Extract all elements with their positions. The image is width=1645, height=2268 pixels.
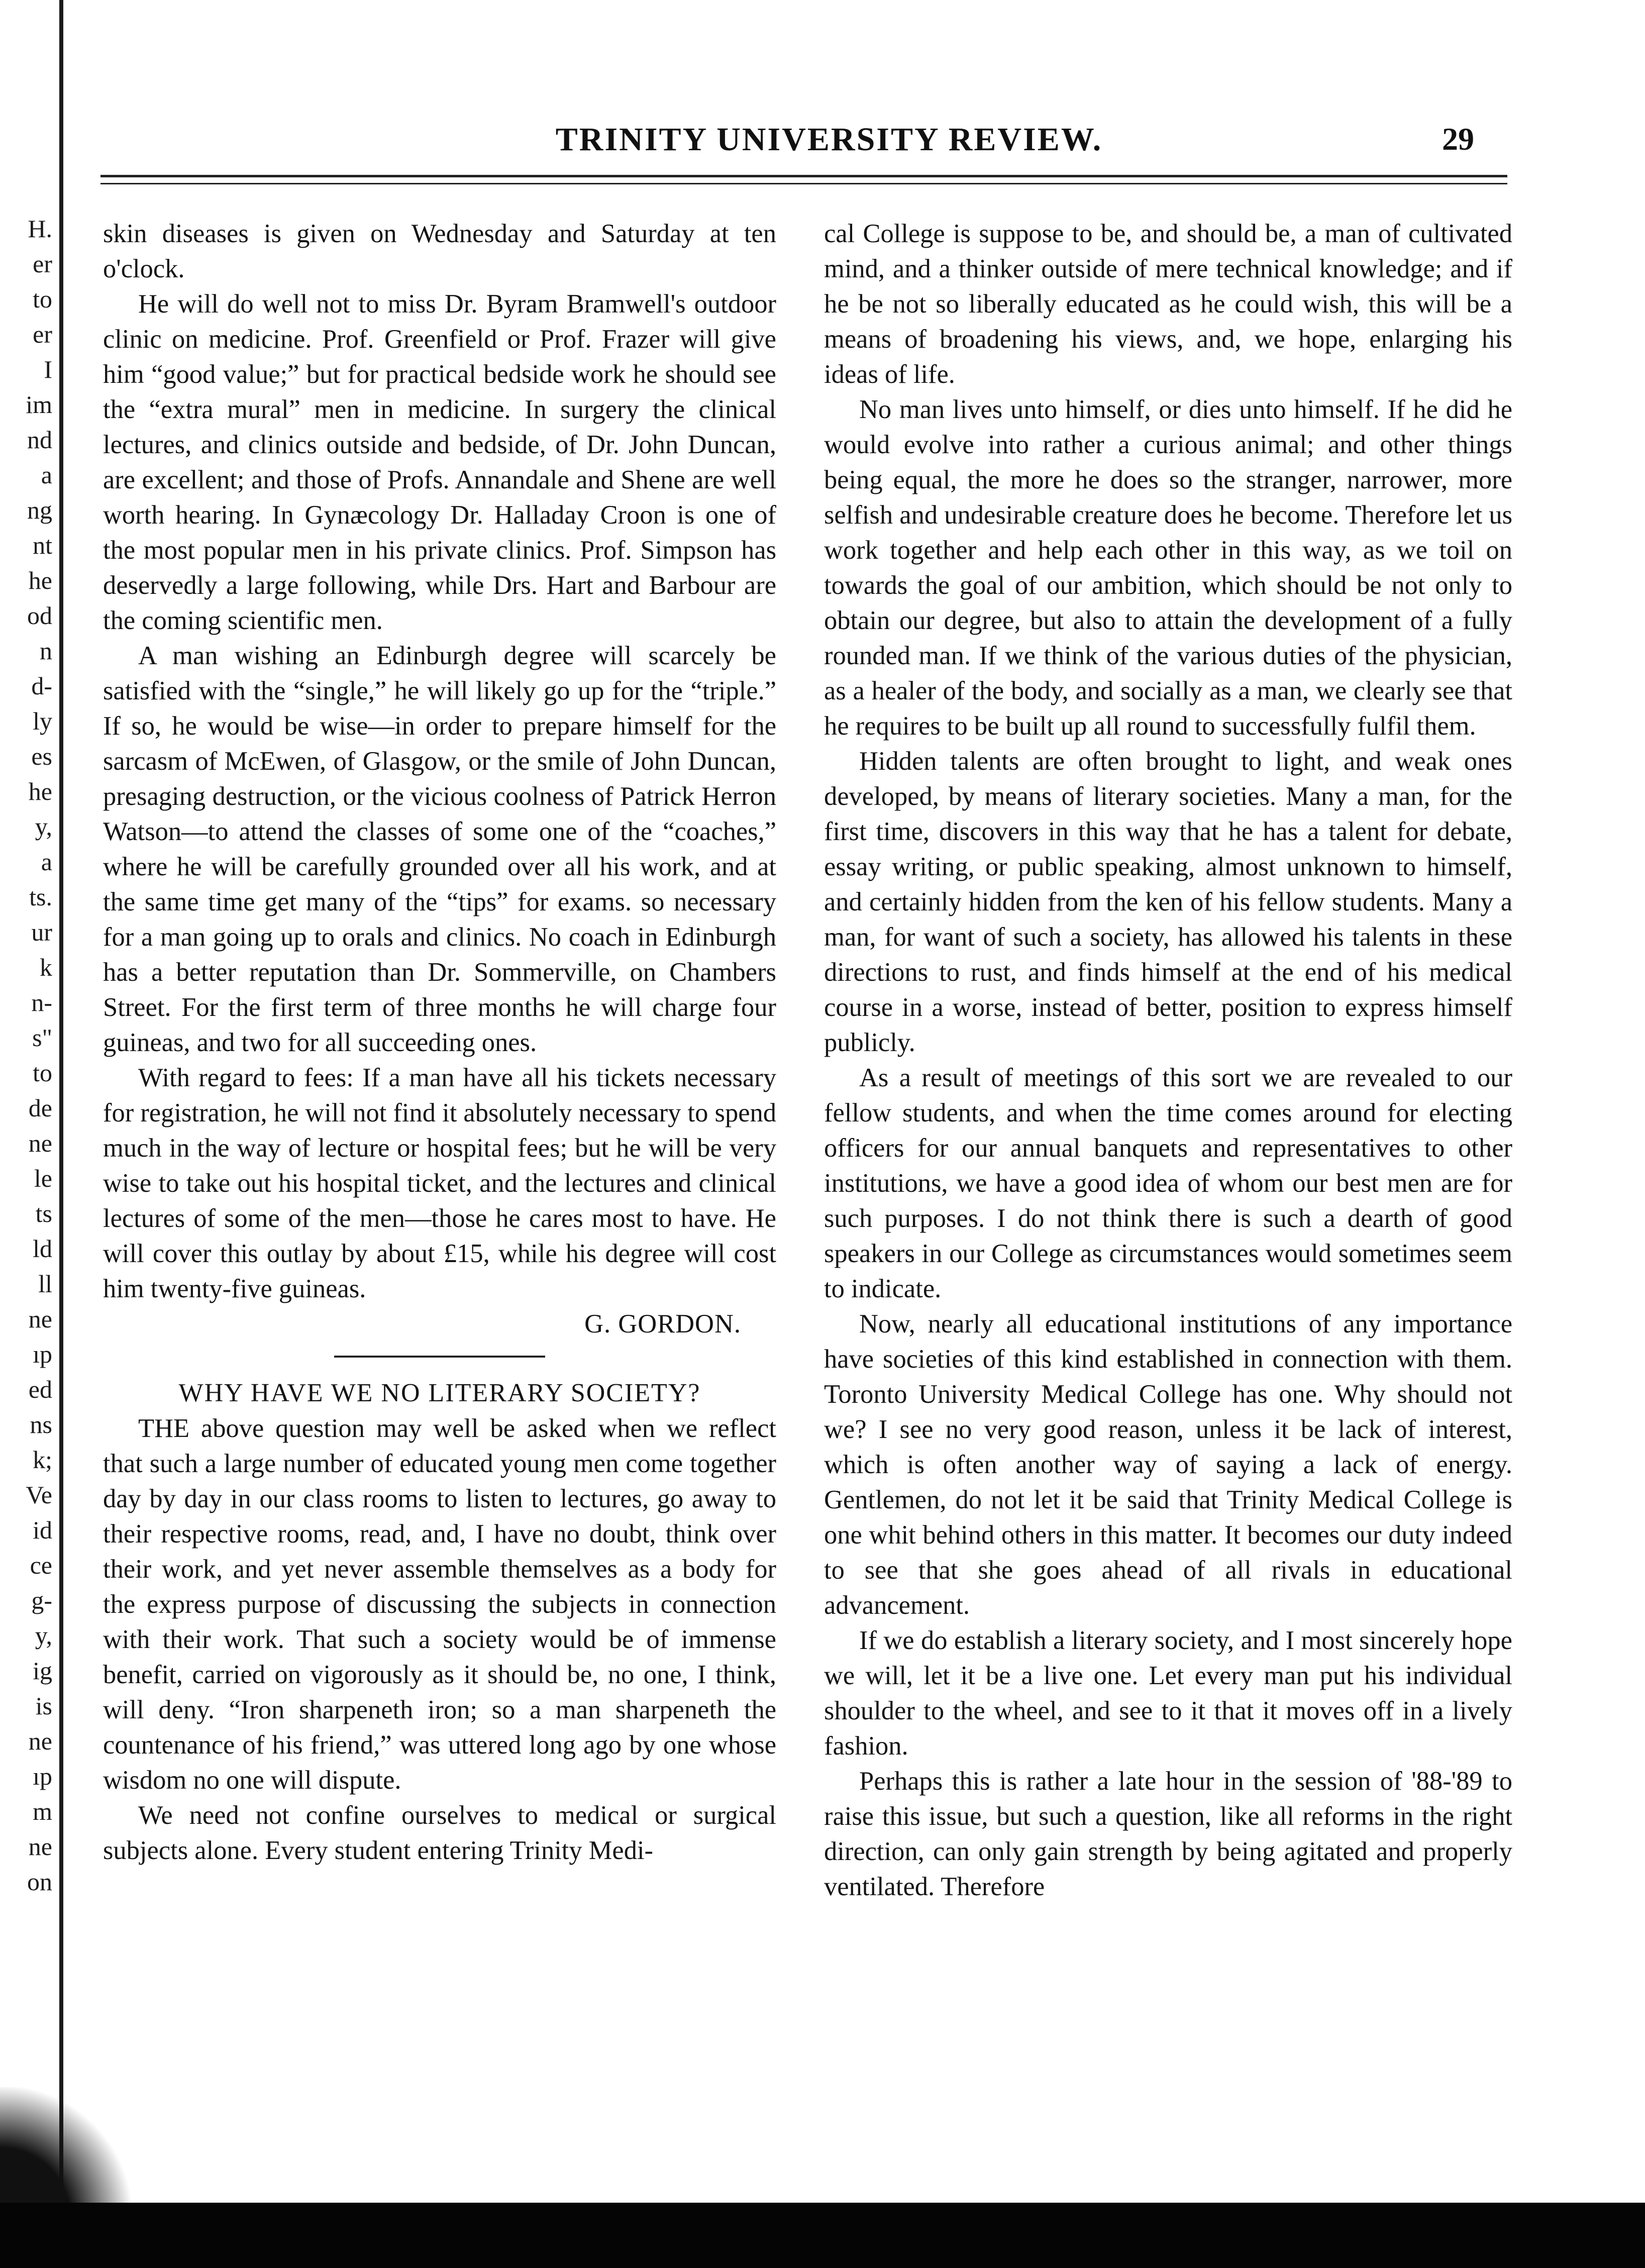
paragraph: Now, nearly all educational institutions of any importance have societies of this kind established in connection with them. Toronto University Medical College has one. Why should not we? I see no very good reason, unless it be lack of interest, which is often another way of saying a lack of energy. Gentlemen, do not let it be said that Trinity Medical College is one whit behind others in this matter. It becomes our duty indeed to see that she goes ahead of all rivals in educational advancement. — [824, 1309, 1512, 1620]
margin-fragment: er — [33, 250, 52, 278]
margin-fragment: ed — [28, 1375, 52, 1403]
paragraph — [103, 1411, 776, 1798]
margin-fragment: ts — [35, 1199, 52, 1227]
adjacent-page-margin — [0, 211, 55, 1899]
margin-fragment: ig — [33, 1657, 52, 1685]
margin-fragment: le — [34, 1164, 52, 1192]
margin-fragment: ts. — [29, 883, 52, 911]
margin-fragment: a — [41, 461, 52, 489]
paragraph: He will do well not to miss Dr. Byram Bramwell's outdoor clinic on medicine. Prof. Greenfield or Prof. Frazer will give him “good value;” but for practical bedside work he should see the “extra mural” men in medicine. In surgery the clinical lectures, and clinics outside and bedside, of Dr. John Duncan, are excellent; and those of Profs. Annandale and Shene are well worth hearing. In Gynæcology Dr. Halladay Croon is one of the most popular men in his private clinics. Prof. Simpson has deservedly a large following, while Drs. Hart and Barbour are the coming scientific men. — [103, 289, 776, 635]
margin-fragment: g- — [31, 1586, 52, 1614]
binding-shadow — [0, 2087, 131, 2218]
margin-fragment: ne — [28, 1832, 52, 1861]
author-name: G. GORDON. — [584, 1309, 741, 1338]
margin-fragment: ld — [33, 1234, 52, 1263]
margin-fragment: nt — [33, 531, 52, 559]
margin-fragment: d- — [31, 672, 52, 700]
margin-fragment: y, — [35, 1621, 52, 1650]
margin-fragment: k; — [33, 1446, 52, 1474]
paragraph: No man lives unto himself, or dies unto himself. If he did he would evolve into rather a curious animal; and other things being equal, the more he does so the stranger, narrower, more selfish and undesirable creature does he become. Therefore let us work together and help each other in this way, as we toil on towards the goal of our ambition, which should be not only to obtain our degree, but also to attain the development of a fully rounded man. If we think of the various duties of the physician, as a healer of the body, and socially as a man, we clearly see that he requires to be built up all round to successfully fulfil them. — [824, 395, 1512, 741]
right-column — [824, 216, 1512, 1904]
margin-fragment: ll — [38, 1270, 52, 1298]
margin-fragment: nd — [27, 426, 52, 454]
lead-word: THE — [138, 1414, 190, 1443]
margin-fragment: m — [33, 1797, 52, 1825]
margin-fragment: on — [27, 1868, 52, 1896]
margin-fragment: to — [33, 285, 52, 313]
margin-fragment: od — [27, 601, 52, 630]
paragraph: With regard to fees: If a man have all his tickets necessary for registration, he will not find it absolutely necessary to spend much in the way of lecture or hospital fees; but he will be very wise to take out his hospital ticket, and the lectures and clinical lectures of some of the men—those he cares most to have. He will cover this outlay by about £15, while his degree will cost him twenty-five guineas. — [103, 1063, 776, 1303]
margin-fragment: ns — [30, 1410, 52, 1438]
margin-fragment: a — [41, 848, 52, 876]
margin-fragment: ıp — [33, 1340, 52, 1368]
paragraph: skin diseases is given on Wednesday and Saturday at ten o'clock. — [103, 219, 776, 283]
margin-fragment: to — [33, 1059, 52, 1087]
paragraph: A man wishing an Edinburgh degree will scarcely be satisfied with the “single,” he will likely go up for the “triple.” If so, he would be wise—in order to prepare himself for the sarcasm of McEwen, of Glasgow, or the smile of John Duncan, presaging destruction, or the vicious coolness of Patrick Herron Watson—to attend the classes of some one of the “coaches,” where he will be carefully grounded over all his work, and at the same time get many of the “tips” for exams. so necessary for a man going up to orals and clinics. No coach in Edinburgh has a better reputation than Dr. Sommerville, on Chambers Street. For the first term of three months he will charge four guineas, and two for all succeeding ones. — [103, 641, 776, 1057]
margin-fragment: es — [31, 742, 52, 770]
margin-fragment: er — [33, 320, 52, 348]
article-heading: WHY HAVE WE NO LITERARY SOCIETY? — [178, 1379, 701, 1407]
paragraph: cal College is suppose to be, and should be, a man of cultivated mind, and a thinker outside of mere technical knowledge; and if he be not so liberally educated as he could wish, this will be a means of broadening his views, and, we hope, enlarging his ideas of life. — [824, 219, 1512, 389]
paragraph: As a result of meetings of this sort we are revealed to our fellow students, and when the time comes around for electing officers for our annual banquets and representatives to other institutions, we have a good idea of whom our best men are for such purposes. I do not think there is such a dearth of good speakers in our College as circumstances would sometimes seem to indicate. — [824, 1063, 1512, 1303]
margin-fragment: he — [28, 777, 52, 805]
margin-fragment: ur — [31, 918, 52, 946]
page-edge-bar — [59, 0, 63, 2201]
margin-fragment: he — [28, 566, 52, 594]
margin-fragment: ıp — [33, 1762, 52, 1790]
margin-fragment: ng — [27, 496, 52, 524]
page-number: 29 — [1442, 121, 1474, 157]
margin-fragment: im — [26, 390, 52, 419]
margin-fragment: de — [28, 1094, 52, 1122]
margin-fragment: ne — [28, 1305, 52, 1333]
paragraph: We need not confine ourselves to medical or surgical subjects alone. Every student entering Trinity Medi- — [103, 1801, 776, 1865]
section-divider — [334, 1356, 545, 1358]
margin-fragment: H. — [28, 215, 52, 243]
margin-fragment: ly — [33, 707, 52, 735]
author-signature — [103, 1306, 776, 1342]
margin-fragment: s" — [32, 1023, 52, 1052]
header-rule-thin — [100, 183, 1507, 184]
margin-fragment: ne — [28, 1129, 52, 1157]
paragraph: Hidden talents are often brought to light, and weak ones developed, by means of literary societies. Many a man, for the first time, discovers in this way that he has a talent for debate, essay writing, or public speaking, almost unknown to himself, and certainly hidden from the ken of his fellow students. Many a man, for want of such a society, has allowed his talents in these directions to rust, and finds himself at the end of his medical course in a worse, instead of better, position to express himself publicly. — [824, 747, 1512, 1057]
margin-fragment: n- — [31, 988, 52, 1016]
margin-fragment: ne — [28, 1727, 52, 1755]
paragraph-text: above question may well be asked when we reflect that such a large number of educated young men come together day by day in our class rooms to listen to lectures, go away to their respective rooms, read, and, I have no doubt, think over their work, and yet never assemble themselves as a body for the express purpose of discussing the subjects in connection with their work. That such a society would be of immense benefit, carried on vigorously as it should be, no one, I think, will deny. “Iron sharpeneth iron; so a man sharpeneth the countenance of his friend,” was uttered long ago by one whose wisdom no one will dispute. — [103, 1414, 776, 1795]
running-head: TRINITY UNIVERSITY REVIEW. — [555, 121, 1103, 158]
margin-fragment: id — [33, 1516, 52, 1544]
left-column — [103, 216, 776, 1868]
paragraph: If we do establish a literary society, and I most sincerely hope we will, let it be a live one. Let every man put his individual shoulder to the wheel, and see to it that it moves off in a lively fashion. — [824, 1626, 1512, 1761]
margin-fragment: ce — [30, 1551, 52, 1579]
paragraph: Perhaps this is rather a late hour in the session of '88-'89 to raise this issue, but such a question, like all reforms in the right direction, can only gain strength by being agitated and properly ventilated. Therefore — [824, 1767, 1512, 1901]
scan-bottom-edge — [0, 2203, 1645, 2268]
header-rule — [100, 175, 1507, 177]
margin-fragment: y, — [35, 812, 52, 841]
margin-fragment: n — [40, 637, 52, 665]
margin-fragment: I — [44, 355, 52, 383]
margin-fragment: Ve — [26, 1481, 52, 1509]
margin-fragment: k — [40, 953, 52, 981]
margin-fragment: is — [35, 1692, 52, 1720]
